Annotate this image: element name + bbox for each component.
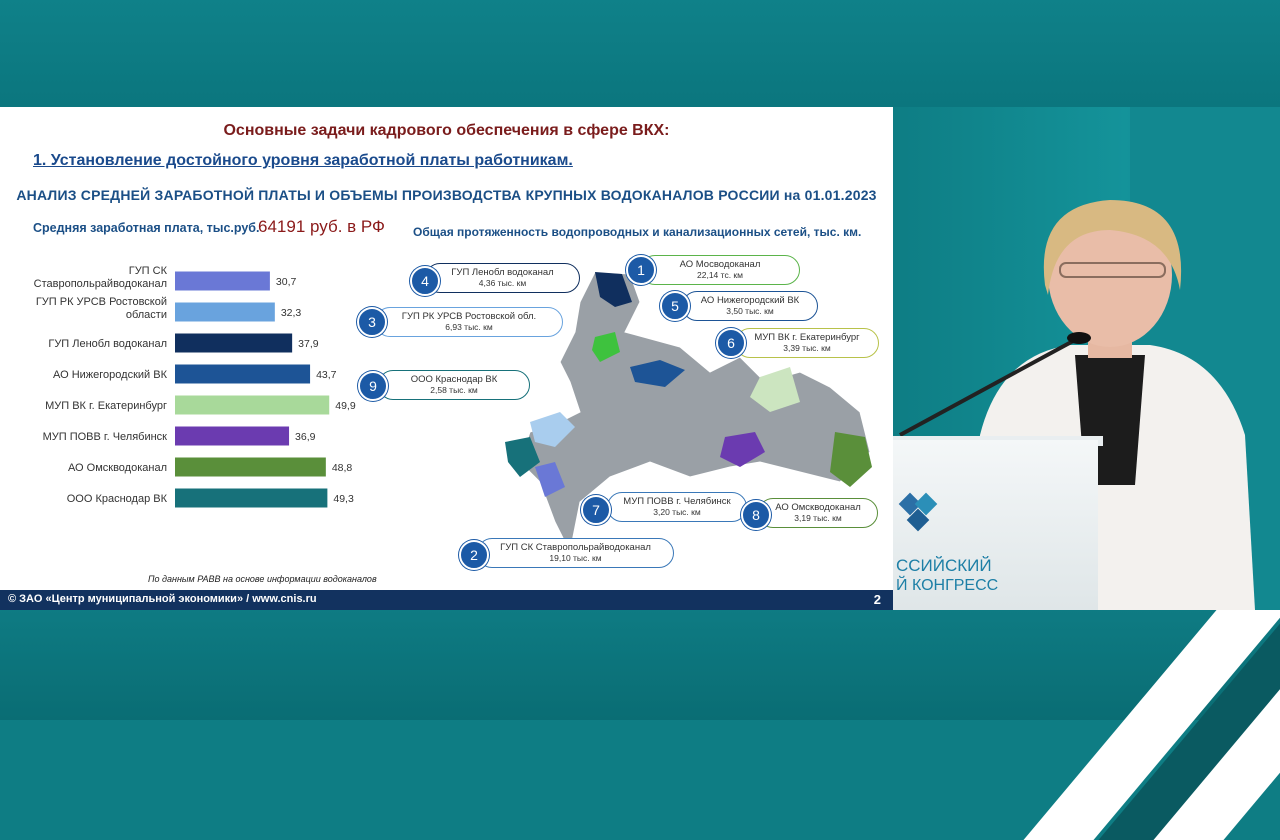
source-note: По данным РАВВ на основе информации водоканалов xyxy=(148,574,377,584)
congress-logo-icon xyxy=(896,490,944,538)
slide-heading: АНАЛИЗ СРЕДНЕЙ ЗАРАБОТНОЙ ПЛАТЫ И ОБЪЕМЫ ПРОИЗВОДСТВА КРУПНЫХ ВОДОКАНАЛОВ РОССИИ на 01.01.2023 xyxy=(16,187,877,203)
bar-value-label: 36,9 xyxy=(295,431,316,443)
callout-krasnodar: ООО Краснодар ВК 2,58 тыс. км xyxy=(378,370,530,400)
salary-label: Средняя заработная плата, тыс.руб. xyxy=(33,221,260,235)
badge-8: 8 xyxy=(741,500,771,530)
network-length-label: Общая протяженность водопроводных и канализационных сетей, тыс. км. xyxy=(413,225,862,239)
callout-mosvodokanal: АО Мосводоканал 22,14 тс. км xyxy=(640,255,800,285)
bar-category-label: области xyxy=(125,309,167,321)
bar-5 xyxy=(175,396,329,415)
bar-3 xyxy=(175,334,292,353)
presentation-slide xyxy=(0,107,893,610)
bar-7 xyxy=(175,458,326,477)
bottom-video-band xyxy=(0,610,1280,720)
badge-4: 4 xyxy=(410,266,440,296)
bar-value-label: 30,7 xyxy=(275,276,297,288)
slide-footer xyxy=(0,590,893,610)
bar-category-label: ГУП РК УРСВ Ростовской xyxy=(35,296,167,308)
badge-9: 9 xyxy=(358,371,388,401)
callout-nizhny: АО Нижегородский ВК 3,50 тыс. км xyxy=(682,291,818,321)
bar-category-label: ГУП СК xyxy=(128,265,167,277)
bar-6 xyxy=(175,427,289,446)
salary-bar-chart xyxy=(0,257,370,577)
bar-category-label: АО Омскводоканал xyxy=(67,462,167,474)
page-number: 2 xyxy=(873,592,881,607)
badge-7: 7 xyxy=(581,495,611,525)
bar-4 xyxy=(175,365,310,384)
callout-lenobl: ГУП Ленобл водоканал 4,36 тыс. км xyxy=(425,263,580,293)
bar-category-label: ООО Краснодар ВК xyxy=(66,493,167,505)
bar-value-label: 43,7 xyxy=(316,369,337,381)
bar-category-label: МУП ПОВВ г. Челябинск xyxy=(42,431,167,443)
bar-value-label: 32,3 xyxy=(280,307,302,319)
footer-copyright: © ЗАО «Центр муниципальной экономики» / www.cnis.ru xyxy=(8,593,317,605)
podium-text-line1: ССИЙСКИЙ xyxy=(896,556,992,575)
bar-2 xyxy=(175,303,275,322)
bar-category-label: АО Нижегородский ВК xyxy=(53,369,167,381)
salary-value: 64191 руб. в РФ xyxy=(258,217,385,236)
bar-value-label: 49,3 xyxy=(333,493,354,505)
top-video-band xyxy=(0,0,1280,107)
microphone xyxy=(895,330,1095,440)
bar-1 xyxy=(175,272,270,291)
bar-value-label: 48,8 xyxy=(331,462,353,474)
badge-6: 6 xyxy=(716,328,746,358)
badge-2: 2 xyxy=(459,540,489,570)
bar-value-label: 37,9 xyxy=(298,338,319,350)
bar-category-label: ГУП Ленобл водоканал xyxy=(48,338,167,350)
bar-category-label: Ставропольрайводоканал xyxy=(33,278,167,290)
bar-value-label: 49,9 xyxy=(335,400,356,412)
badge-5: 5 xyxy=(660,291,690,321)
podium-text-line2: Й КОНГРЕСС xyxy=(896,577,999,594)
callout-chelyabinsk: МУП ПОВВ г. Челябинск 3,20 тыс. км xyxy=(607,492,747,522)
slide-subtitle: 1. Установление достойного уровня заработной платы работникам. xyxy=(33,152,573,169)
bar-category-label: МУП ВК г. Екатеринбург xyxy=(45,400,167,412)
callout-ekb: МУП ВК г. Екатеринбург 3,39 тыс. км xyxy=(735,328,879,358)
callout-omsk: АО Омскводоканал 3,19 тыс. км xyxy=(758,498,878,528)
badge-1: 1 xyxy=(626,255,656,285)
bar-8 xyxy=(175,489,327,508)
callout-stavropol: ГУП СК Ставропольрайводоканал 19,10 тыс. км xyxy=(477,538,674,568)
callout-rostov: ГУП РК УРСВ Ростовской обл. 6,93 тыс. км xyxy=(375,307,563,337)
badge-3: 3 xyxy=(357,307,387,337)
slide-title: Основные задачи кадрового обеспечения в сфере ВКХ: xyxy=(223,122,670,139)
